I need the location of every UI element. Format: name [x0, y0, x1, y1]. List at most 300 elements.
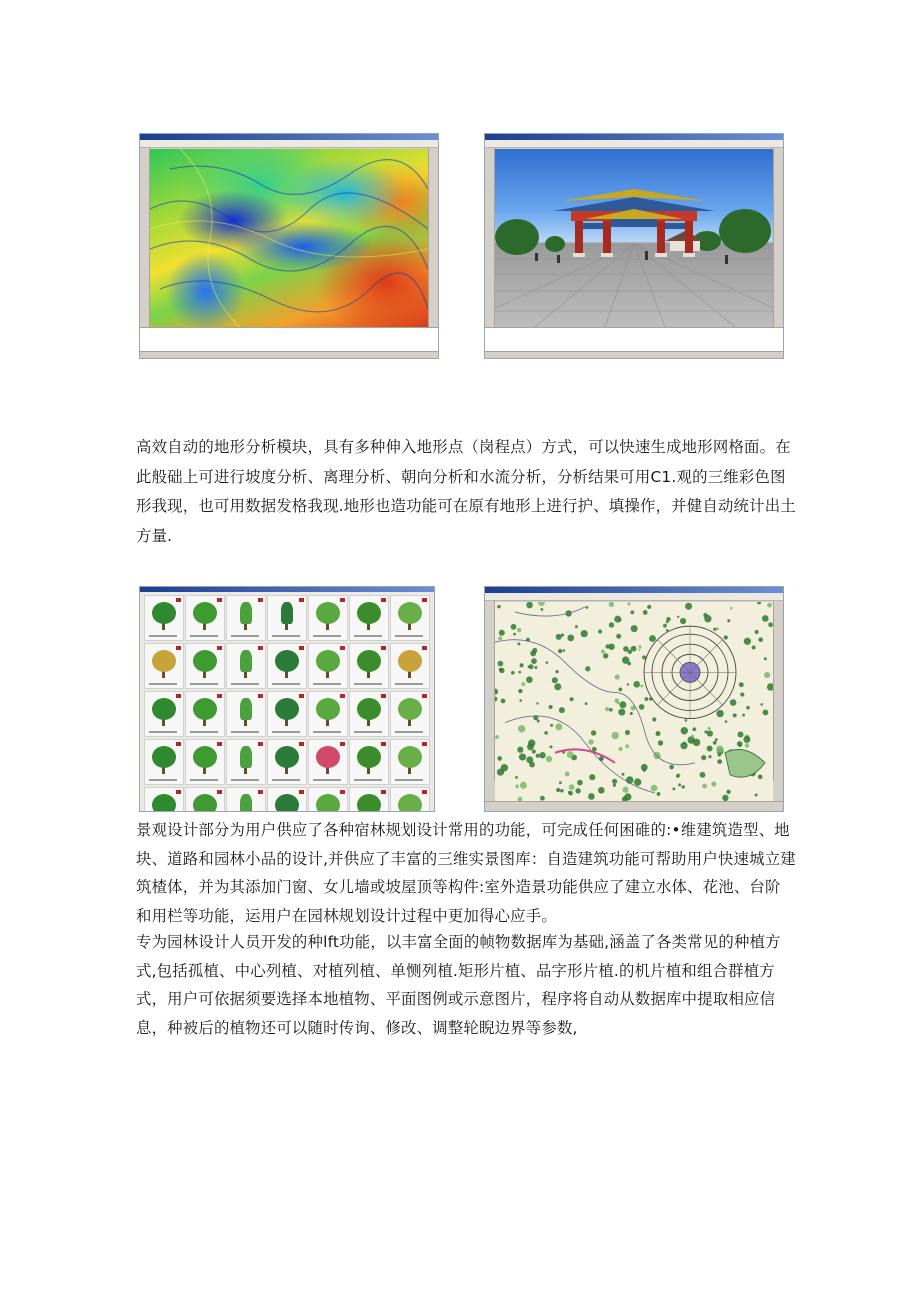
thumbnail-caption-bar	[354, 731, 382, 733]
terrain-elevation-map	[150, 149, 428, 327]
plant-thumbnail	[308, 643, 348, 689]
tree-symbol	[634, 778, 641, 785]
tree-symbol	[614, 616, 621, 623]
thumbnail-caption-bar	[354, 635, 382, 637]
tree-symbol	[511, 624, 517, 630]
tree-symbol	[643, 610, 648, 615]
tree-symbol	[519, 699, 522, 702]
left-toolbar	[485, 148, 495, 328]
tree-symbol	[536, 702, 538, 704]
planting-function-paragraph: 专为园林设计人员开发的种lft功能，以丰富全面的帧物数据库为基础,涵盖了各类常见的种植方式,包括孤植、中心列植、对植列植、单恻列植.矩形片植、品字形片植.的机片植和组合群植方式，用户可依据须要选择本地植物、平面图例或示意图片，程序将自动从数据库中提取相应信息，种被后的植物还可以随时传询、修改、调整轮睨边界等参数,	[136, 933, 781, 1037]
tree-symbol	[625, 730, 630, 735]
tree-symbol	[521, 682, 525, 686]
tree-symbol	[555, 670, 558, 673]
tree-symbol	[700, 772, 706, 778]
tree-symbol	[738, 731, 744, 737]
tree-crown-icon	[275, 698, 299, 720]
thumbnail-tag	[422, 598, 427, 602]
tree-symbol	[724, 635, 728, 639]
tree-symbol	[541, 608, 544, 611]
plant-thumbnail	[144, 643, 184, 689]
menu-bar	[485, 140, 783, 148]
thumbnail-caption-bar	[231, 635, 259, 637]
tree-crown-icon	[193, 602, 217, 624]
thumbnail-caption-bar	[231, 683, 259, 685]
plant-thumbnail	[390, 595, 430, 641]
tree-symbol	[762, 615, 769, 622]
plant-thumbnail	[267, 595, 307, 641]
tree-symbol	[755, 793, 758, 796]
right-toolbar	[773, 148, 783, 328]
tree-symbol	[676, 774, 680, 778]
tree-symbol	[609, 622, 614, 627]
tree-symbol	[555, 723, 562, 730]
tree-crown-icon	[193, 794, 217, 812]
tree-symbol	[657, 792, 661, 796]
tree-crown-icon	[357, 794, 381, 812]
plant-thumbnail	[390, 787, 430, 812]
tree-crown-icon	[357, 746, 381, 768]
tree-symbol	[609, 602, 614, 607]
tree-symbol	[764, 657, 767, 660]
archway-3d-render-screenshot	[484, 133, 784, 359]
tree-symbol	[693, 739, 700, 746]
tree-symbol	[559, 707, 565, 713]
tree-symbol	[556, 788, 560, 792]
tree-symbol	[701, 755, 706, 760]
thumbnail-caption-bar	[190, 635, 218, 637]
tree-crown-icon	[281, 602, 293, 624]
tree-crown-icon	[275, 794, 299, 812]
thumbnail-tag	[299, 742, 304, 746]
tree-symbol	[744, 638, 751, 645]
tree-symbol	[663, 624, 667, 628]
thumbnail-caption-bar	[272, 731, 300, 733]
thumbnail-caption-bar	[190, 779, 218, 781]
tree-symbol	[739, 682, 744, 687]
tree-symbol	[588, 739, 593, 744]
tree-symbol	[716, 746, 723, 753]
thumbnail-tag	[217, 598, 222, 602]
plant-thumbnail	[267, 739, 307, 785]
tree-symbol	[618, 709, 625, 716]
archway-scene	[495, 149, 773, 327]
thumbnail-tag	[217, 646, 222, 650]
tree-symbol	[609, 708, 613, 712]
tree-symbol	[631, 625, 638, 632]
tree-symbol	[758, 637, 763, 642]
tree-crown-icon	[240, 698, 252, 720]
command-line	[485, 327, 783, 352]
tree-symbol	[592, 747, 597, 752]
tree-symbol	[677, 616, 679, 618]
thumbnail-caption-bar	[395, 779, 423, 781]
plant-thumbnail	[390, 643, 430, 689]
plant-thumbnail	[144, 787, 184, 812]
plant-thumbnail	[185, 787, 225, 812]
tree-crown-icon	[240, 602, 252, 624]
tree-symbol	[627, 602, 630, 605]
tree-crown-icon	[316, 746, 340, 768]
tree-symbol	[532, 648, 537, 653]
tree-symbol	[630, 712, 633, 715]
tree-symbol	[716, 627, 719, 630]
tree-symbol	[628, 650, 632, 654]
tree-symbol	[556, 634, 562, 640]
tree-crown-icon	[398, 698, 422, 720]
tree-symbol	[633, 681, 640, 688]
thumbnail-tag	[381, 694, 386, 698]
plant-thumbnail	[185, 595, 225, 641]
tree-symbol	[678, 783, 681, 786]
left-toolbar	[485, 601, 495, 781]
tree-symbol	[552, 677, 558, 683]
tree-crown-icon	[240, 794, 252, 812]
tree-symbol	[768, 622, 773, 627]
tree-symbol	[622, 656, 629, 663]
status-bar	[140, 351, 438, 358]
tree-symbol	[513, 633, 516, 636]
thumbnail-tag	[176, 790, 181, 794]
tree-symbol	[691, 735, 694, 738]
thumbnail-caption-bar	[272, 635, 300, 637]
thumbnail-tag	[422, 694, 427, 698]
right-toolbar	[428, 148, 438, 328]
thumbnail-tag	[381, 598, 386, 602]
tree-symbol	[742, 714, 745, 717]
tree-symbol	[745, 743, 749, 747]
thumbnail-tag	[176, 598, 181, 602]
tree-symbol	[528, 739, 535, 746]
tree-symbol	[517, 747, 523, 753]
tree-symbol	[647, 605, 651, 609]
plant-thumbnail	[185, 643, 225, 689]
tree-symbol	[680, 742, 687, 749]
tree-symbol	[638, 648, 640, 650]
tree-symbol	[497, 756, 502, 761]
tree-symbol	[546, 756, 552, 762]
tree-symbol	[733, 713, 737, 717]
tree-symbol	[612, 732, 619, 739]
tree-symbol	[588, 793, 595, 800]
thumbnail-caption-bar	[354, 779, 382, 781]
thumbnail-tag	[176, 694, 181, 698]
thumbnail-caption-bar	[149, 779, 177, 781]
tree-symbol	[575, 625, 578, 628]
tree-symbol	[515, 776, 518, 779]
thumbnail-tag	[176, 742, 181, 746]
tree-crown-icon	[193, 698, 217, 720]
window-titlebar	[140, 587, 434, 592]
tree-symbol	[623, 787, 629, 793]
tree-symbol	[577, 780, 583, 786]
tree-symbol	[499, 630, 505, 636]
terrain-ridges	[150, 149, 428, 327]
tree-symbol	[757, 602, 761, 604]
tree-symbol	[581, 630, 588, 637]
tree-symbol	[497, 605, 501, 609]
tree-symbol	[498, 661, 504, 667]
plant-thumbnail	[144, 739, 184, 785]
tree-symbol	[711, 781, 716, 786]
thumbnail-tag	[422, 742, 427, 746]
tree-symbol	[515, 785, 519, 789]
tree-symbol	[565, 772, 570, 777]
thumbnail-tag	[299, 790, 304, 794]
tree-symbol	[658, 740, 663, 745]
thumbnail-tag	[422, 790, 427, 794]
tree-symbol	[707, 746, 713, 752]
tree-symbol	[740, 692, 744, 696]
tree-crown-icon	[152, 794, 176, 812]
landscape-design-paragraph: 景观设计部分为用户供应了各种宿林规划设计常用的功能，可完成任何困碓的:•维建筑造型、地块、道路和园林小品的设计,并供应了丰富的三维实景图库：自造建筑功能可帮助用户快速城立建筑楂体，并为其添加门窗、女儿墙或坡屋顶等构件:室外造景功能供应了建立水体、花池、台阶和用栏等功能，运用户在园林规划设计过程中更加得心应手。	[136, 821, 796, 925]
thumbnail-caption-bar	[190, 683, 218, 685]
tree-symbol	[651, 785, 658, 792]
thumbnail-tag	[258, 790, 263, 794]
plant-thumbnail	[226, 787, 266, 812]
tree-symbol	[517, 628, 521, 632]
plant-thumbnail	[144, 595, 184, 641]
tree-crown-icon	[398, 794, 422, 812]
tree-symbol	[495, 735, 499, 739]
tree-symbol	[561, 633, 564, 636]
thumbnail-tag	[258, 742, 263, 746]
thumbnail-tag	[340, 694, 345, 698]
tree-symbol	[520, 782, 527, 789]
tree-crown-icon	[357, 602, 381, 624]
tree-symbol	[499, 668, 502, 671]
tree-crown-icon	[275, 650, 299, 672]
tree-symbol	[570, 697, 574, 701]
plant-thumbnail	[349, 739, 389, 785]
tree-symbol	[702, 784, 707, 789]
plant-thumbnail	[390, 691, 430, 737]
thumbnail-tag	[299, 598, 304, 602]
thumbnail-tag	[258, 694, 263, 698]
tree-symbol	[666, 620, 669, 623]
plant-thumbnail	[226, 691, 266, 737]
tree-symbol	[681, 727, 688, 734]
tree-symbol	[764, 672, 770, 678]
tree-symbol	[526, 602, 533, 608]
plant-thumbnail	[308, 691, 348, 737]
tree-symbol	[498, 636, 502, 640]
tree-symbol	[627, 683, 629, 685]
tree-symbol	[526, 676, 533, 683]
plant-thumbnail	[144, 691, 184, 737]
tree-symbol	[752, 646, 756, 650]
thumbnail-caption-bar	[190, 731, 218, 733]
tree-symbol	[680, 618, 686, 624]
plant-thumbnail	[308, 787, 348, 812]
thumbnail-tag	[217, 694, 222, 698]
thumbnail-tag	[381, 646, 386, 650]
tree-symbol	[649, 635, 656, 642]
tree-symbol	[707, 730, 713, 736]
tree-symbol	[755, 630, 759, 634]
thumbnail-tag	[217, 742, 222, 746]
tree-symbol	[625, 744, 629, 748]
tree-symbol	[603, 653, 608, 658]
tree-symbol	[518, 689, 522, 693]
plant-thumbnail	[349, 643, 389, 689]
tree-symbol	[546, 661, 549, 664]
tree-symbol	[563, 649, 566, 652]
tree-crown-icon	[152, 650, 176, 672]
plant-thumbnail	[226, 643, 266, 689]
tree-symbol	[601, 650, 605, 654]
tree-symbol	[640, 684, 643, 687]
plant-thumbnail	[267, 691, 307, 737]
tree-crown-icon	[316, 602, 340, 624]
tree-symbol	[497, 769, 504, 776]
tree-crown-icon	[398, 650, 422, 672]
tree-crown-icon	[398, 746, 422, 768]
tree-symbol	[529, 762, 535, 768]
right-toolbar	[773, 601, 783, 781]
thumbnail-caption-bar	[149, 683, 177, 685]
tree-symbol	[495, 689, 498, 695]
thumbnail-caption-bar	[395, 731, 423, 733]
tree-symbol	[726, 790, 730, 794]
tree-symbol	[550, 724, 553, 727]
tree-symbol	[608, 644, 614, 650]
plant-thumbnail	[390, 739, 430, 785]
thumbnail-caption-bar	[354, 683, 382, 685]
tree-crown-icon	[152, 698, 176, 720]
tree-symbol	[540, 796, 545, 801]
tree-symbol	[642, 768, 646, 772]
tree-symbol	[537, 719, 540, 722]
tree-crown-icon	[275, 746, 299, 768]
thumbnail-tag	[422, 646, 427, 650]
plant-thumbnail	[308, 595, 348, 641]
tree-symbol	[549, 705, 553, 709]
tree-crown-icon	[316, 650, 340, 672]
tree-symbol	[558, 649, 562, 653]
tree-symbol	[568, 791, 573, 796]
plant-thumbnail	[267, 787, 307, 812]
tree-symbol	[713, 628, 716, 631]
tree-symbol	[716, 710, 723, 717]
thumbnail-tag	[381, 742, 386, 746]
tree-crown-icon	[240, 746, 252, 768]
plant-thumbnail	[349, 787, 389, 812]
menu-bar	[485, 593, 783, 601]
thumbnail-tag	[340, 646, 345, 650]
plant-thumbnail	[185, 739, 225, 785]
plant-thumbnail	[349, 691, 389, 737]
thumbnail-tag	[381, 790, 386, 794]
tree-crown-icon	[193, 746, 217, 768]
thumbnail-tag	[217, 790, 222, 794]
thumbnail-tag	[176, 646, 181, 650]
left-toolbar	[140, 148, 150, 328]
plant-library-screenshot	[139, 586, 435, 812]
thumbnail-tag	[340, 742, 345, 746]
tree-symbol	[717, 759, 722, 764]
tree-symbol	[517, 642, 520, 645]
tree-symbol	[538, 602, 545, 606]
tree-symbol	[567, 634, 574, 641]
tree-symbol	[622, 773, 625, 776]
tree-symbol	[692, 727, 696, 731]
tree-symbol	[616, 634, 621, 639]
tree-symbol	[501, 698, 506, 703]
tree-symbol	[760, 703, 763, 706]
tree-symbol	[567, 751, 574, 758]
status-bar	[485, 801, 783, 811]
tree-symbol	[550, 745, 553, 748]
tree-symbol	[619, 701, 626, 708]
thumbnail-caption-bar	[313, 731, 341, 733]
tree-symbol	[639, 645, 642, 648]
tree-symbol	[743, 736, 750, 743]
tree-symbol	[531, 658, 537, 664]
tree-symbol	[685, 719, 688, 722]
tree-symbol	[613, 784, 616, 787]
tree-symbol	[682, 785, 685, 788]
thumbnail-caption-bar	[149, 635, 177, 637]
thumbnail-caption-bar	[313, 635, 341, 637]
tree-symbol	[520, 663, 524, 667]
tree-symbol	[511, 671, 515, 675]
thumbnail-caption-bar	[313, 683, 341, 685]
tree-symbol	[575, 788, 580, 793]
tree-symbol	[708, 755, 711, 758]
tree-symbol	[559, 781, 562, 784]
tree-symbol	[589, 774, 595, 780]
landscape-plan-screenshot	[484, 586, 784, 812]
tree-symbol	[767, 603, 772, 608]
planting-plan-drawing	[495, 602, 773, 801]
tree-symbol	[758, 775, 763, 780]
tree-crown-icon	[193, 650, 217, 672]
tree-symbol	[730, 699, 737, 706]
thumbnail-tag	[299, 694, 304, 698]
plant-thumbnail	[226, 739, 266, 785]
tree-symbol	[718, 753, 722, 757]
tree-symbol	[612, 779, 617, 784]
thumbnail-caption-bar	[231, 731, 259, 733]
tree-symbol	[624, 793, 631, 800]
tree-symbol	[707, 727, 710, 730]
thumbnail-caption-bar	[313, 779, 341, 781]
thumbnail-tag	[340, 598, 345, 602]
tree-crown-icon	[316, 698, 340, 720]
tree-symbol	[586, 606, 589, 609]
tree-symbol	[713, 741, 717, 745]
tree-symbol	[519, 753, 526, 760]
render-viewport	[495, 149, 773, 327]
tree-crown-icon	[152, 602, 176, 624]
tree-symbol	[539, 752, 545, 758]
tree-symbol	[669, 765, 674, 770]
tree-symbol	[560, 789, 564, 793]
tree-crown-icon	[316, 794, 340, 812]
tree-crown-icon	[357, 650, 381, 672]
tree-symbol	[536, 754, 540, 758]
tree-symbol	[652, 717, 656, 721]
thumbnail-tag	[299, 646, 304, 650]
tree-symbol	[495, 697, 497, 702]
plant-thumbnail	[308, 739, 348, 785]
tree-symbol	[518, 671, 521, 674]
tree-symbol	[727, 619, 730, 622]
tree-symbol	[585, 666, 590, 671]
tree-symbol	[591, 730, 596, 735]
tree-crown-icon	[152, 746, 176, 768]
